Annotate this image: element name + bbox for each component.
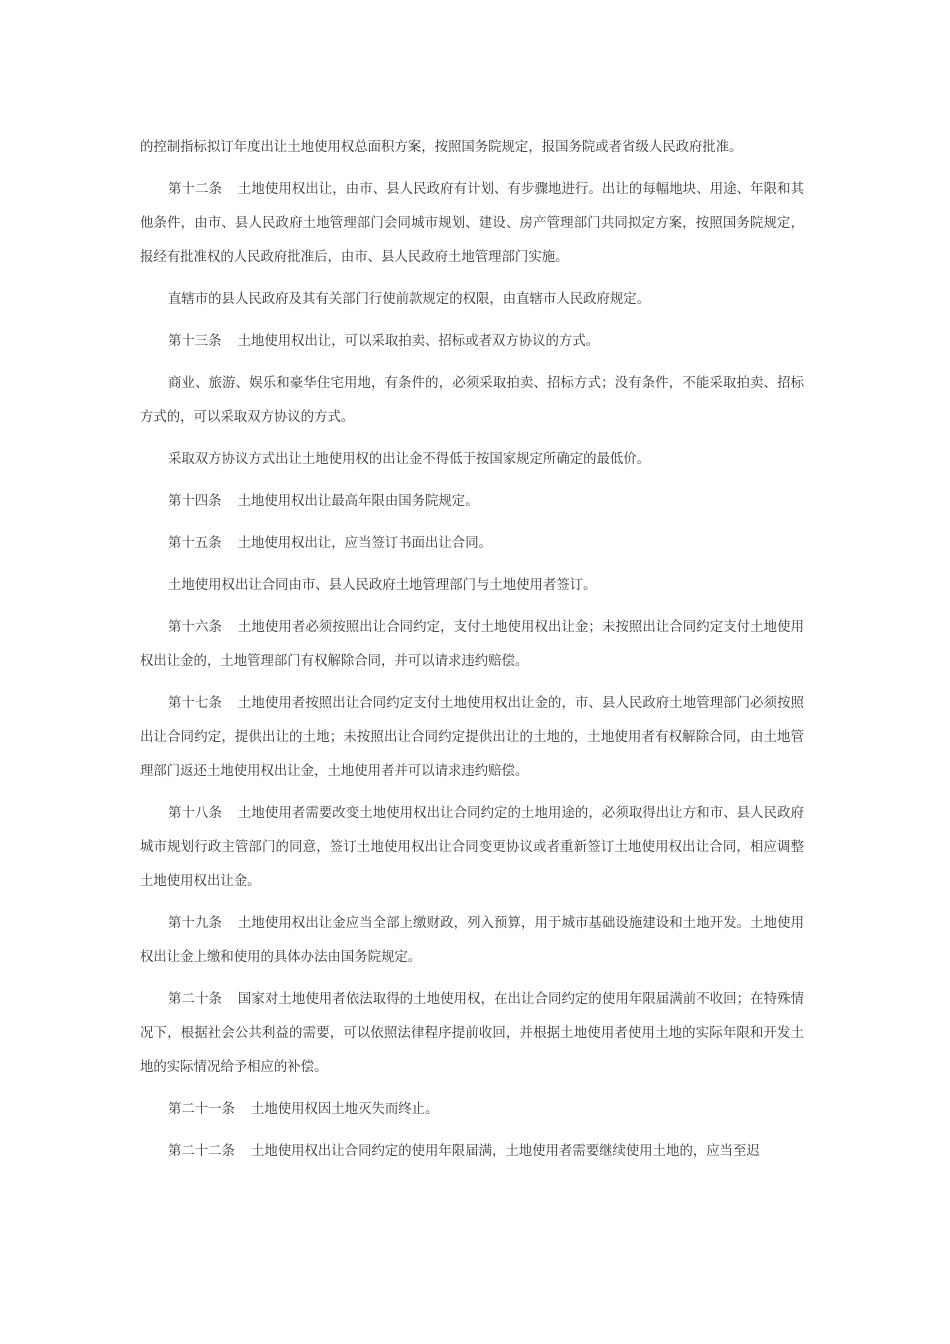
paragraph-text: 土地使用权出让，由市、县人民政府有计划、有步骤地进行。出让的每幅地块、用途、年限和其他条件，由市、县人民政府土地管理部门会同城市规划、建设、房产管理部门共同拟定方案，按照国务院规定，报经有批准权的人民政府批准后，由市、县人民政府土地管理部门实施。 [140,182,804,265]
paragraph-text: 的控制指标拟订年度出让土地使用权总面积方案，按照国务院规定，报国务院或者省级人民政府批准。 [140,140,743,155]
article-number: 第十八条 [168,806,222,821]
article-number: 第十九条 [168,916,222,931]
paragraph-text: 土地使用权出让，应当签订书面出让合同。 [237,536,492,551]
article-12-paragraph [140,173,804,275]
paragraph [140,283,804,317]
paragraph [140,131,804,165]
article-number: 第二十一条 [168,1102,235,1117]
paragraph-text: 土地使用权出让，可以采取拍卖、招标或者双方协议的方式。 [237,334,600,349]
paragraph-text: 土地使用者必须按照出让合同约定，支付土地使用权出让金；未按照出让合同约定支付土地使用权出让金的，土地管理部门有权解除合同，并可以请求违约赔偿。 [140,620,804,669]
paragraph-text: 土地使用者按照出让合同约定支付土地使用权出让金的，市、县人民政府土地管理部门必须按照出让合同约定，提供出让的土地；未按照出让合同约定提供出让的土地的，土地使用者有权解除合同，由土地管理部门返还土地使用权出让金，土地使用者并可以请求违约赔偿。 [140,696,804,779]
paragraph-text: 土地使用权出让合同约定的使用年限届满，土地使用者需要继续使用土地的，应当至迟 [250,1144,760,1159]
paragraph-text: 国家对土地使用者依法取得的土地使用权，在出让合同约定的使用年限届满前不收回；在特殊情况下，根据社会公共利益的需要，可以依照法律程序提前收回，并根据土地使用者使用土地的实际年限和开发土地的实际情况给予相应的补偿。 [140,992,804,1075]
article-number: 第十二条 [168,182,222,197]
paragraph-text: 土地使用权出让金应当全部上缴财政，列入预算，用于城市基础设施建设和土地开发。土地使用权出让金上缴和使用的具体办法由国务院规定。 [140,916,804,965]
article-13-paragraph [140,325,804,359]
article-number: 第二十条 [168,992,222,1007]
paragraph-text: 商业、旅游、娱乐和豪华住宅用地，有条件的，必须采取拍卖、招标方式；没有条件，不能采取拍卖、招标方式的，可以采取双方协议的方式。 [140,376,804,425]
paragraph-text: 直辖市的县人民政府及其有关部门行使前款规定的权限，由直辖市人民政府规定。 [168,292,651,307]
article-16-paragraph [140,611,804,679]
paragraph-text: 土地使用权出让合同由市、县人民政府土地管理部门与土地使用者签订。 [168,578,597,593]
article-number: 第十三条 [168,334,222,349]
article-21-paragraph [140,1093,804,1127]
article-22-paragraph [140,1135,804,1169]
article-19-paragraph [140,907,804,975]
paragraph-text: 土地使用权出让最高年限由国务院规定。 [237,494,479,509]
article-number: 第十四条 [168,494,222,509]
paragraph [140,569,804,603]
paragraph [140,443,804,477]
article-number: 第十七条 [168,696,222,711]
article-number: 第十六条 [168,620,222,635]
paragraph [140,367,804,435]
paragraph-text: 采取双方协议方式出让土地使用权的出让金不得低于按国家规定所确定的最低价。 [168,452,651,467]
article-number: 第二十二条 [168,1144,235,1159]
article-20-paragraph [140,983,804,1085]
article-15-paragraph [140,527,804,561]
document-body [140,131,804,1177]
article-number: 第十五条 [168,536,222,551]
paragraph-text: 土地使用者需要改变土地使用权出让合同约定的土地用途的，必须取得出让方和市、县人民政府城市规划行政主管部门的同意，签订土地使用权出让合同变更协议或者重新签订土地使用权出让合同，相应调整土地使用权出让金。 [140,806,804,889]
article-17-paragraph [140,687,804,789]
article-18-paragraph [140,797,804,899]
paragraph-text: 土地使用权因土地灭失而终止。 [250,1102,439,1117]
article-14-paragraph [140,485,804,519]
